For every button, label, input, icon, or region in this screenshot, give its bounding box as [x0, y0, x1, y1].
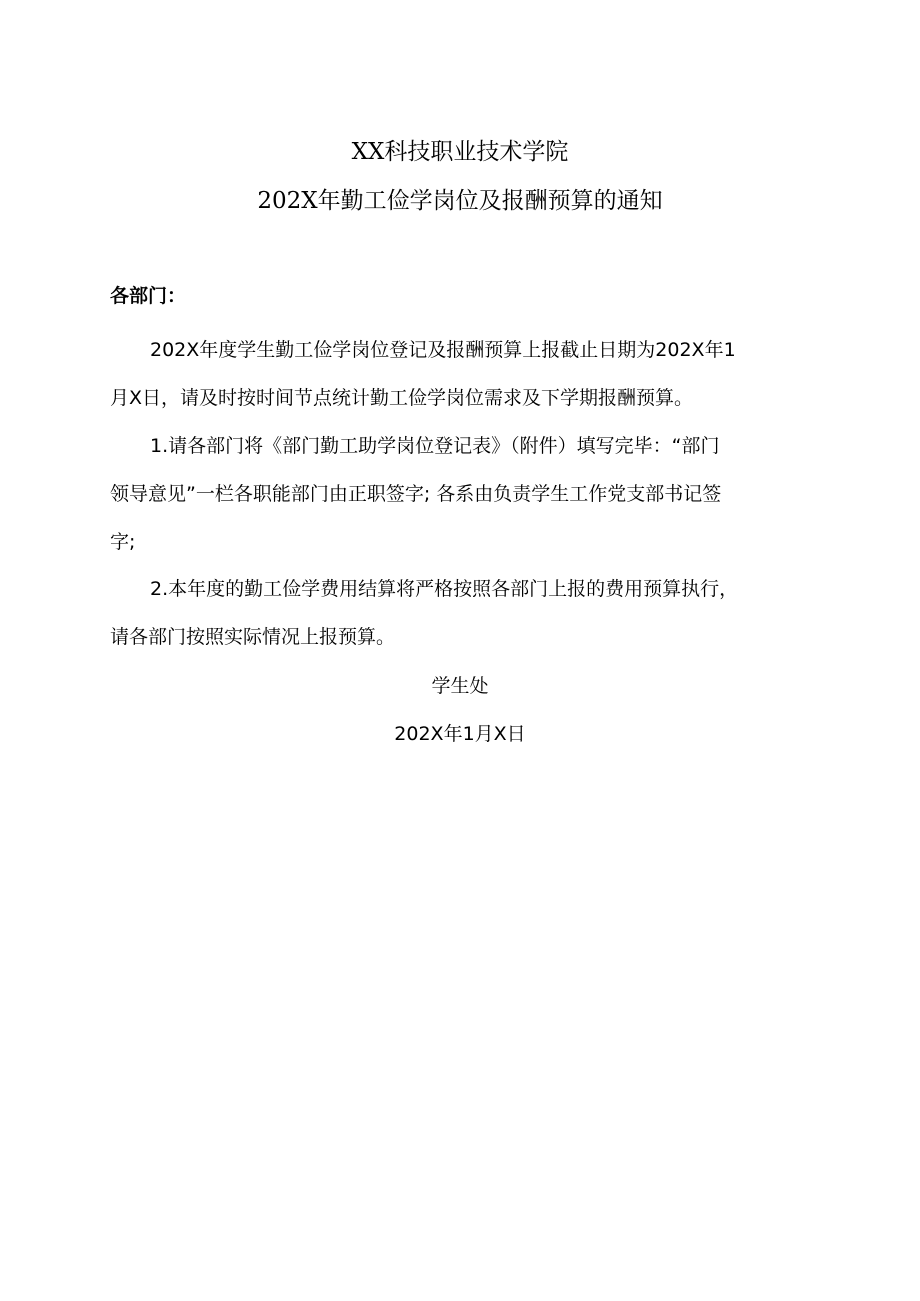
paragraph-item-1 [110, 422, 825, 566]
document-title-institution: XX科技职业技术学院 [351, 139, 569, 165]
paragraph-line: 请各部门按照实际情况上报预算。 [110, 626, 396, 648]
signature-date: 202X年1月X日 [394, 723, 526, 745]
salutation: 各部门： [110, 285, 187, 307]
signature-office: 学生处 [431, 675, 489, 697]
paragraph-line: 202X年度学生勤工俭学岗位登记及报酬预算上报截止日期为202X年1 [150, 339, 736, 361]
document-title-notice: 202X年勤工俭学岗位及报酬预算的通知 [257, 188, 663, 214]
paragraph-deadline [110, 326, 825, 422]
paragraph-line: 领导意见”一栏各职能部门由正职签字; 各系由负责学生工作党支部书记签 [110, 483, 722, 505]
paragraph-item-2 [110, 565, 825, 661]
paragraph-line: 月X日，请及时按时间节点统计勤工俭学岗位需求及下学期报酬预算。 [110, 387, 694, 409]
paragraph-line: 1.请各部门将《部门勤工助学岗位登记表》（附件）填写完毕：“部门 [150, 435, 720, 457]
paragraph-line: 2.本年度的勤工俭学费用结算将严格按照各部门上报的费用预算执行， [150, 578, 739, 600]
paragraph-line: 字; [110, 531, 136, 553]
